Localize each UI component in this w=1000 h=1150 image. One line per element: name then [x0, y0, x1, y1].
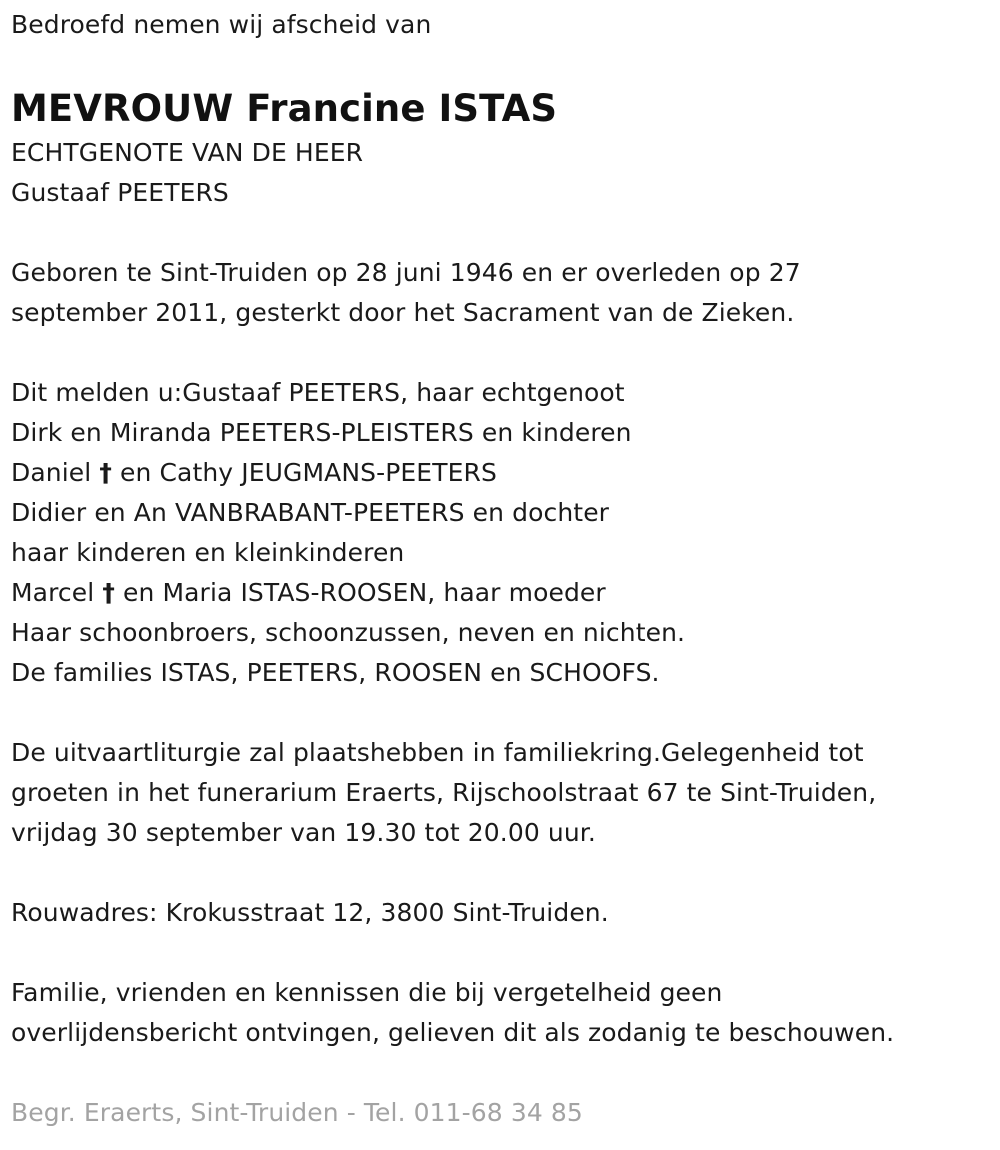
family-line-2: Dirk en Miranda PEETERS-PLEISTERS en kinderen [11, 418, 632, 447]
funeral-home-footer: Begr. Eraerts, Sint-Truiden - Tel. 011-68 34 85 [11, 1098, 583, 1127]
family-line-6-end: en Maria ISTAS-ROOSEN, haar moeder [114, 578, 606, 607]
family-line-4: Didier en An VANBRABANT-PEETERS en dochter [11, 498, 610, 527]
cross-icon: † [102, 578, 115, 607]
intro-text: Bedroefd nemen wij afscheid van [11, 10, 432, 39]
family-line-8: De families ISTAS, PEETERS, ROOSEN en SCHOOFS. [11, 658, 660, 687]
birth-death-line-2: september 2011, gesterkt door het Sacrament van de Zieken. [11, 298, 795, 327]
spacer [11, 1053, 991, 1093]
closing-line-2: overlijdensbericht ontvingen, gelieven dit als zodanig te beschouwen. [11, 1018, 895, 1047]
spacer [11, 213, 991, 253]
family-line-6-start: Marcel [11, 578, 103, 607]
obituary-notice [11, 0, 991, 1133]
funeral-line-2: groeten in het funerarium Eraerts, Rijschoolstraat 67 te Sint-Truiden, [11, 778, 877, 807]
family-line-3-end: en Cathy JEUGMANS-PEETERS [111, 458, 497, 487]
spouse-title: ECHTGENOTE VAN DE HEER [11, 138, 364, 167]
funeral-line-1: De uitvaartliturgie zal plaatshebben in familiekring.Gelegenheid tot [11, 738, 864, 767]
family-line-5: haar kinderen en kleinkinderen [11, 538, 405, 567]
spacer [11, 933, 991, 973]
spacer [11, 333, 991, 373]
family-line-3 [11, 453, 991, 493]
cross-icon: † [99, 458, 112, 487]
family-line-7: Haar schoonbroers, schoonzussen, neven en nichten. [11, 618, 686, 647]
mourning-address: Rouwadres: Krokusstraat 12, 3800 Sint-Truiden. [11, 898, 609, 927]
spacer [11, 853, 991, 893]
closing-line-1: Familie, vrienden en kennissen die bij vergetelheid geen [11, 978, 723, 1007]
family-line-1: Dit melden u:Gustaaf PEETERS, haar echtgenoot [11, 378, 625, 407]
funeral-line-3: vrijdag 30 september van 19.30 tot 20.00 uur. [11, 818, 596, 847]
birth-death-line-1: Geboren te Sint-Truiden op 28 juni 1946 en er overleden op 27 [11, 258, 801, 287]
deceased-name: MEVROUW Francine ISTAS [11, 87, 558, 130]
family-line-6 [11, 573, 991, 613]
spouse-name: Gustaaf PEETERS [11, 178, 229, 207]
family-line-3-start: Daniel [11, 458, 100, 487]
spacer [11, 693, 991, 733]
